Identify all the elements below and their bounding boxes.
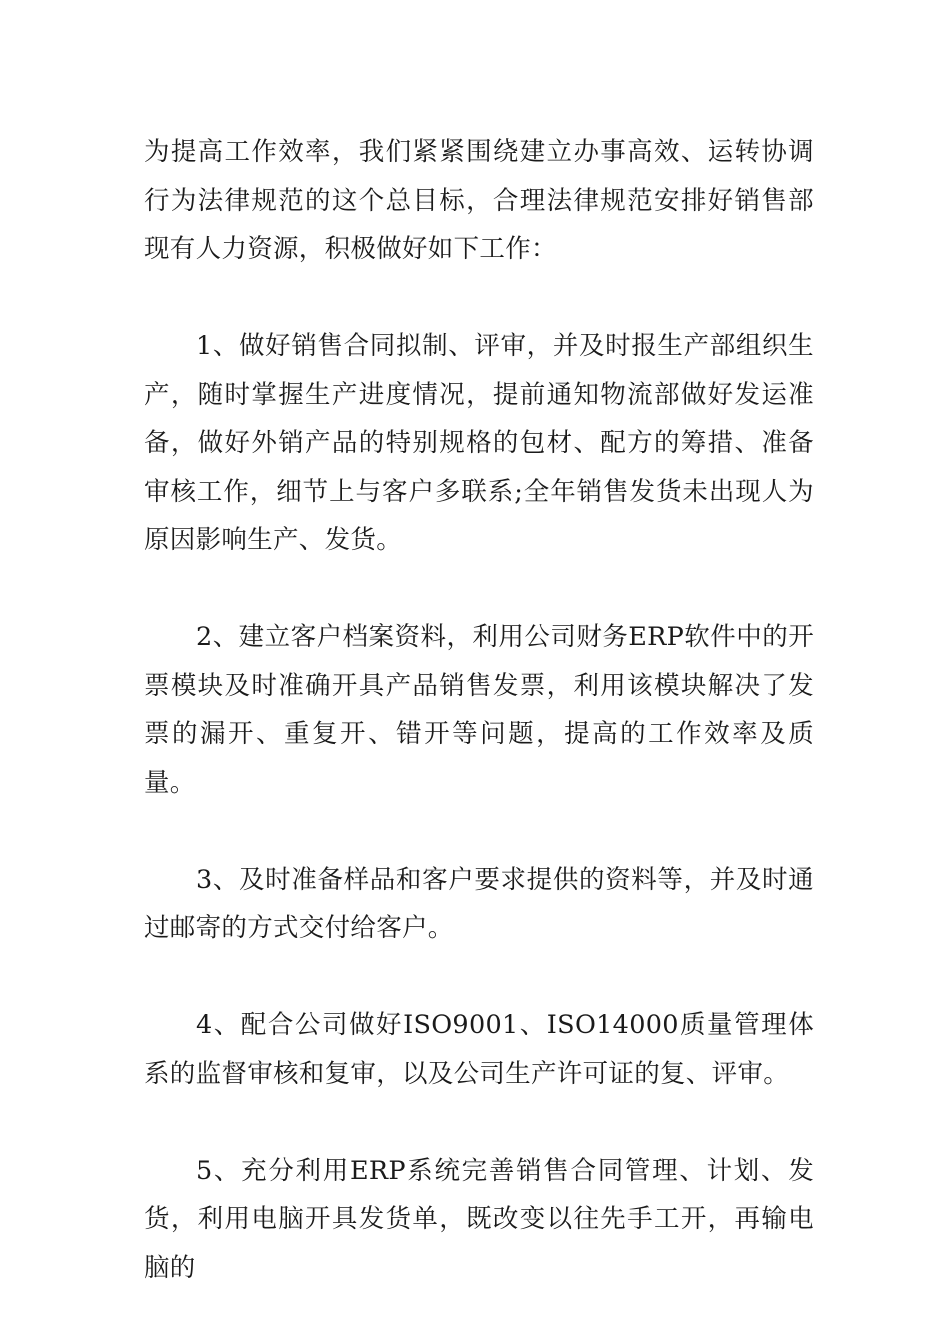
paragraph-item-1: 1、做好销售合同拟制、评审，并及时报生产部组织生产，随时掌握生产进度情况，提前通知物流部做好发运准备，做好外销产品的特别规格的包材、配方的筹措、准备审核工作，细节上与客户多联系;全年销售发货未出现人为原因影响生产、发货。 bbox=[144, 331, 814, 555]
paragraph-item-2: 2、建立客户档案资料，利用公司财务ERP软件中的开票模块及时准确开具产品销售发票，利用该模块解决了发票的漏开、重复开、错开等问题，提高的工作效率及质量。 bbox=[144, 622, 814, 798]
paragraph-item-4: 4、配合公司做好ISO9001、ISO14000质量管理体系的监督审核和复审，以及公司生产许可证的复、评审。 bbox=[144, 1010, 814, 1089]
document-body bbox=[144, 128, 814, 1341]
paragraph-item-5: 5、充分利用ERP系统完善销售合同管理、计划、发货，利用电脑开具发货单，既改变以往先手工开，再输电脑的 bbox=[144, 1155, 814, 1283]
paragraph-intro: 为提高工作效率，我们紧紧围绕建立办事高效、运转协调行为法律规范的这个总目标，合理法律规范安排好销售部现有人力资源，积极做好如下工作： bbox=[144, 137, 814, 264]
paragraph-item-3: 3、及时准备样品和客户要求提供的资料等，并及时通过邮寄的方式交付给客户。 bbox=[144, 864, 814, 943]
